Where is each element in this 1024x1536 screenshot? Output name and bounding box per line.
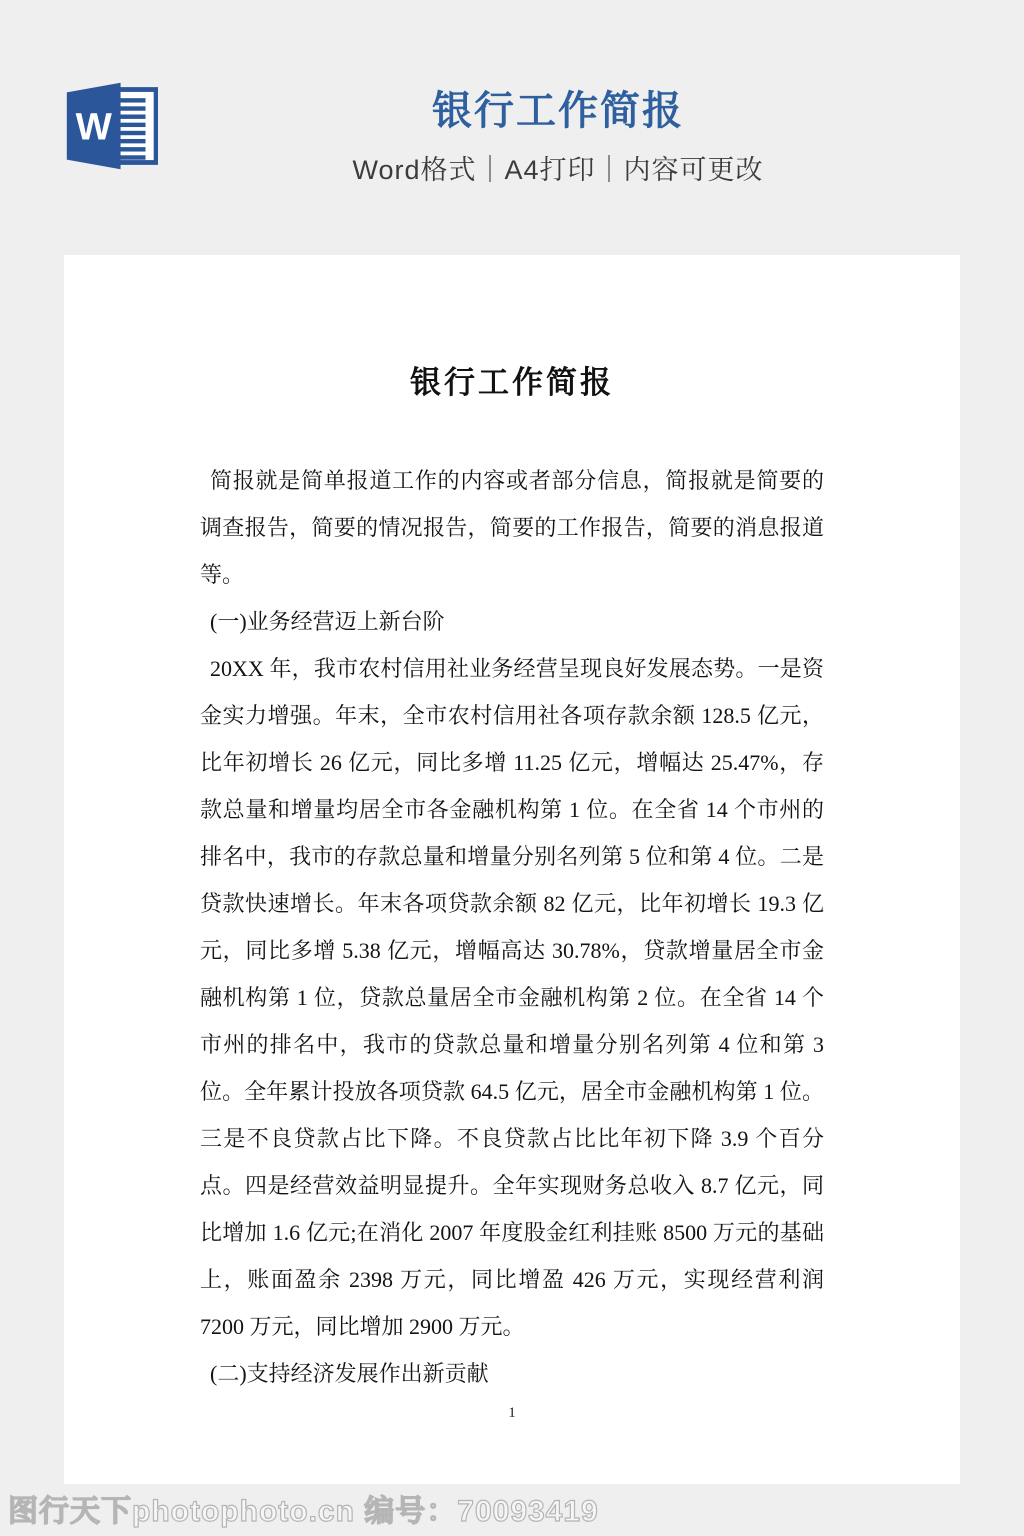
document-title: 银行工作简报 bbox=[410, 365, 614, 400]
paragraph: (二)支持经济发展作出新贡献 bbox=[210, 1361, 489, 1386]
page-number: 1 bbox=[508, 1405, 516, 1421]
header-text-block bbox=[0, 88, 1024, 187]
paragraph: 20XX 年，我市农村信用社业务经营呈现良好发展态势。一是资金实力增强。年末，全市农村信用社各项存款余额 128.5 亿元，比年初增长 26 亿元，同比多增 11.25 亿元，增幅达 25.47%，存款总量和增量均居全市各金融机构第 1 位。在全省 14 个市州的排名中，我市的存款总量和增量分别名列第 5 位和第 4 位。二是贷款快速增长。年末各项贷款余额 82 亿元，比年初增长 19.3 亿元，同比多增 5.38 亿元，增幅高达 30.78%，贷款增量居全市金融机构第 1 位，贷款总量居全市金融机构第 2 位。在全省 14 个市州的排名中，我市的贷款总量和增量分别名列第 4 位和第 3 位。全年累计投放各项贷款 64.5 亿元，居全市金融机构第 1 位。三是不良贷款占比下降。不良贷款占比比年初下降 3.9 个百分点。四是经营效益明显提升。全年实现财务总收入 8.7 亿元，同比增加 1.6 亿元;在消化 2007 年度股金红利挂账 8500 万元的基础上，账面盈余 2398 万元，同比增盈 426 万元，实现经营利润 7200 万元，同比增加 2900 万元。 bbox=[200, 656, 824, 1339]
footer-watermark: 图行天下photophoto.cn 编号：70093419 bbox=[8, 1495, 599, 1528]
paragraph: (一)业务经营迈上新台阶 bbox=[210, 609, 445, 634]
footer-band bbox=[0, 1484, 1024, 1536]
document-page bbox=[64, 255, 960, 1484]
document-body bbox=[200, 457, 824, 1401]
template-subtitle: Word格式｜A4打印｜内容可更改 bbox=[352, 155, 764, 185]
paragraph: 简报就是简单报道工作的内容或者部分信息，简报就是简要的调查报告，简要的情况报告，简要的工作报告，简要的消息报道等。 bbox=[200, 468, 824, 587]
paragraph bbox=[200, 1397, 824, 1401]
template-header bbox=[0, 0, 1024, 255]
template-title: 银行工作简报 bbox=[432, 89, 684, 133]
svg-text:W: W bbox=[75, 105, 112, 149]
